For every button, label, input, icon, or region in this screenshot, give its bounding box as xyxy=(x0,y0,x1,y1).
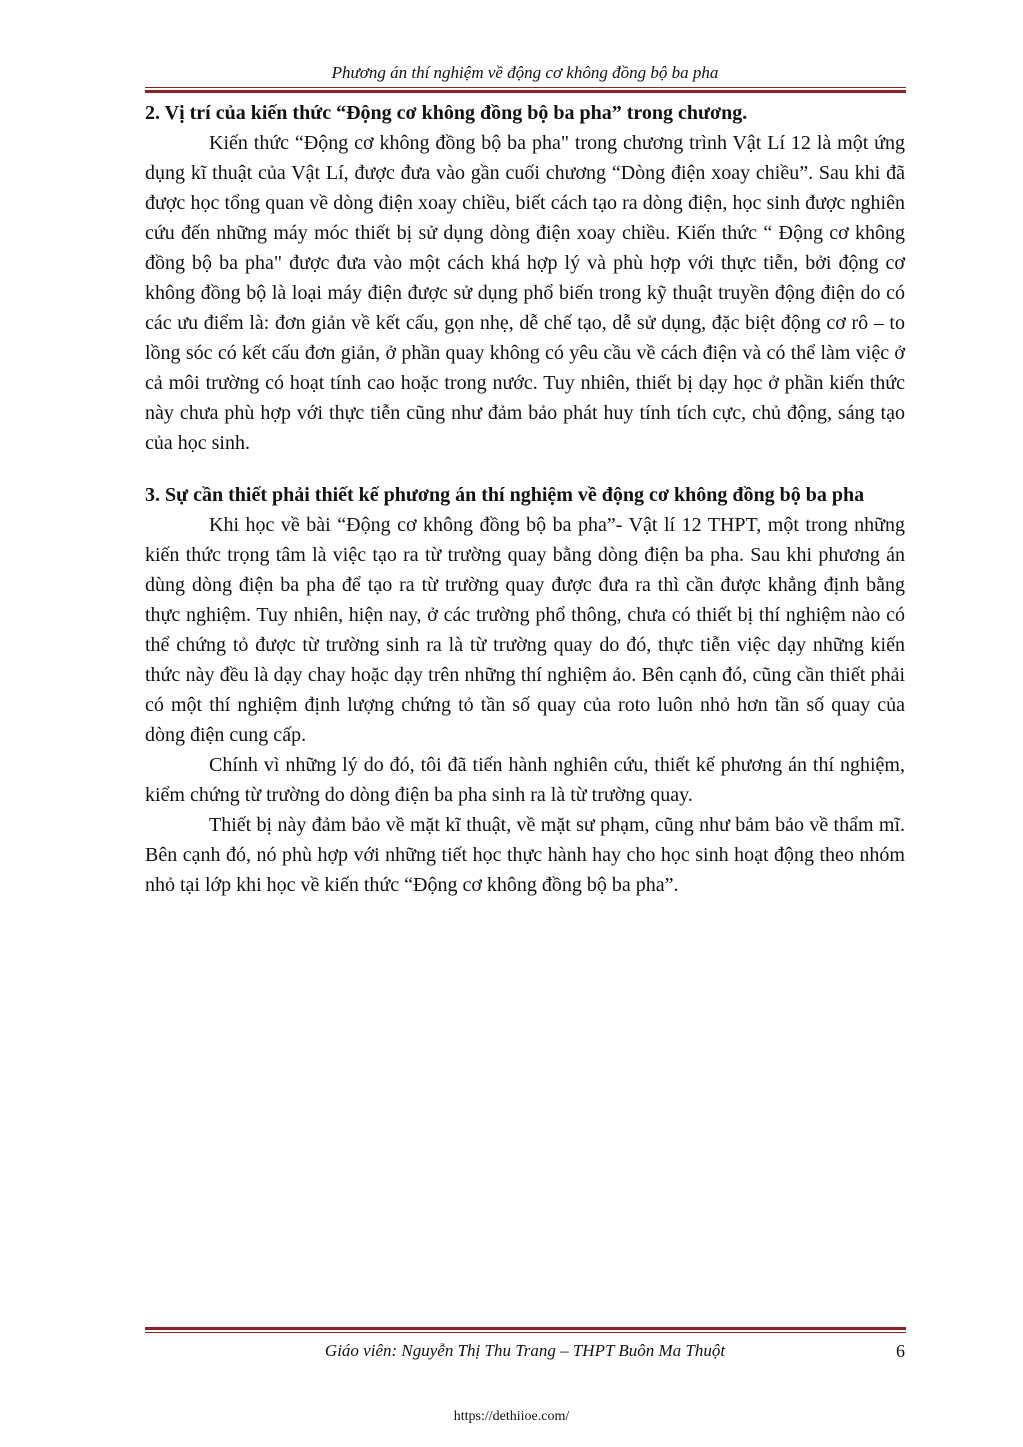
header-rule-thin xyxy=(145,87,906,88)
source-url[interactable]: https://dethiioe.com/ xyxy=(453,1409,570,1424)
section-2-heading: 2. Vị trí của kiến thức “Động cơ không đồng bộ ba pha” trong chương. xyxy=(145,102,748,124)
section-3-paragraph-2: Chính vì những lý do đó, tôi đã tiến hành nghiên cứu, thiết kế phương án thí nghiệm, kiểm chứng từ trường do dòng điện ba pha sinh ra là từ trường quay. xyxy=(145,754,905,806)
footer-author: Giáo viên: Nguyễn Thị Thu Trang – THPT Buôn Ma Thuột xyxy=(324,1341,726,1360)
section-spacer xyxy=(145,458,905,480)
page-body xyxy=(145,98,905,900)
header-rule-thick xyxy=(145,90,906,93)
section-2-paragraph-1: Kiến thức “Động cơ không đồng bộ ba pha" trong chương trình Vật Lí 12 là một ứng dụng kĩ thuật của Vật Lí, được đưa vào gần cuối chương “Dòng điện xoay chiều”. Sau khi đã được học tổng quan về dòng điện xoay chiều, biết cách tạo ra dòng điện, học sinh được nghiên cứu đến những máy móc thiết bị sử dụng dòng điện xoay chiều. Kiến thức “ Động cơ không đồng bộ ba pha" được đưa vào một cách khá hợp lý và phù hợp với thực tiễn, bởi động cơ không đồng bộ là loại máy điện được sử dụng phổ biến trong kỹ thuật truyền động điện do có các ưu điểm là: đơn giản về kết cấu, gọn nhẹ, dễ chế tạo, dễ sử dụng, đặc biệt động cơ rô – to lồng sóc có kết cấu đơn giản, ở phần quay không có yêu cầu về cách điện và có thể làm việc ở cả môi trường có hoạt tính cao hoặc trong nước. Tuy nhiên, thiết bị dạy học ở phần kiến thức này chưa phù hợp với thực tiễn cũng như đảm bảo phát huy tính tích cực, chủ động, sáng tạo của học sinh. xyxy=(145,132,905,454)
section-3-paragraph-3: Thiết bị này đảm bảo về mặt kĩ thuật, về mặt sư phạm, cũng như bảm bảo về thẩm mĩ. Bên cạnh đó, nó phù hợp với những tiết học thực hành hay cho học sinh hoạt động theo nhóm nhỏ tại lớp khi học về kiến thức “Động cơ không đồng bộ ba pha”. xyxy=(145,814,905,896)
running-header: Phương án thí nghiệm về động cơ không đồng bộ ba pha xyxy=(331,63,719,82)
footer-rule-thick xyxy=(145,1327,906,1330)
page-number: 6 xyxy=(896,1341,905,1361)
section-3-heading: 3. Sự cần thiết phải thiết kế phương án thí nghiệm về động cơ không đồng bộ ba pha xyxy=(145,484,865,506)
footer-rule-thin xyxy=(145,1332,906,1333)
section-3-paragraph-1: Khi học về bài “Động cơ không đồng bộ ba pha”- Vật lí 12 THPT, một trong những kiến thức trọng tâm là việc tạo ra từ trường quay bằng dòng điện ba pha. Sau khi phương án dùng dòng điện ba pha để tạo ra từ trường quay được đưa ra thì cần được khẳng định bằng thực nghiệm. Tuy nhiên, hiện nay, ở các trường phổ thông, chưa có thiết bị thí nghiệm nào có thể chứng tỏ được từ trường sinh ra là từ trường quay do đó, thực tiễn việc dạy những kiến thức này đều là dạy chay hoặc dạy trên những thí nghiệm ảo. Bên cạnh đó, cũng cần thiết phải có một thí nghiệm định lượng chứng tỏ tần số quay của roto luôn nhỏ hơn tần số quay của dòng điện cung cấp. xyxy=(145,514,905,746)
